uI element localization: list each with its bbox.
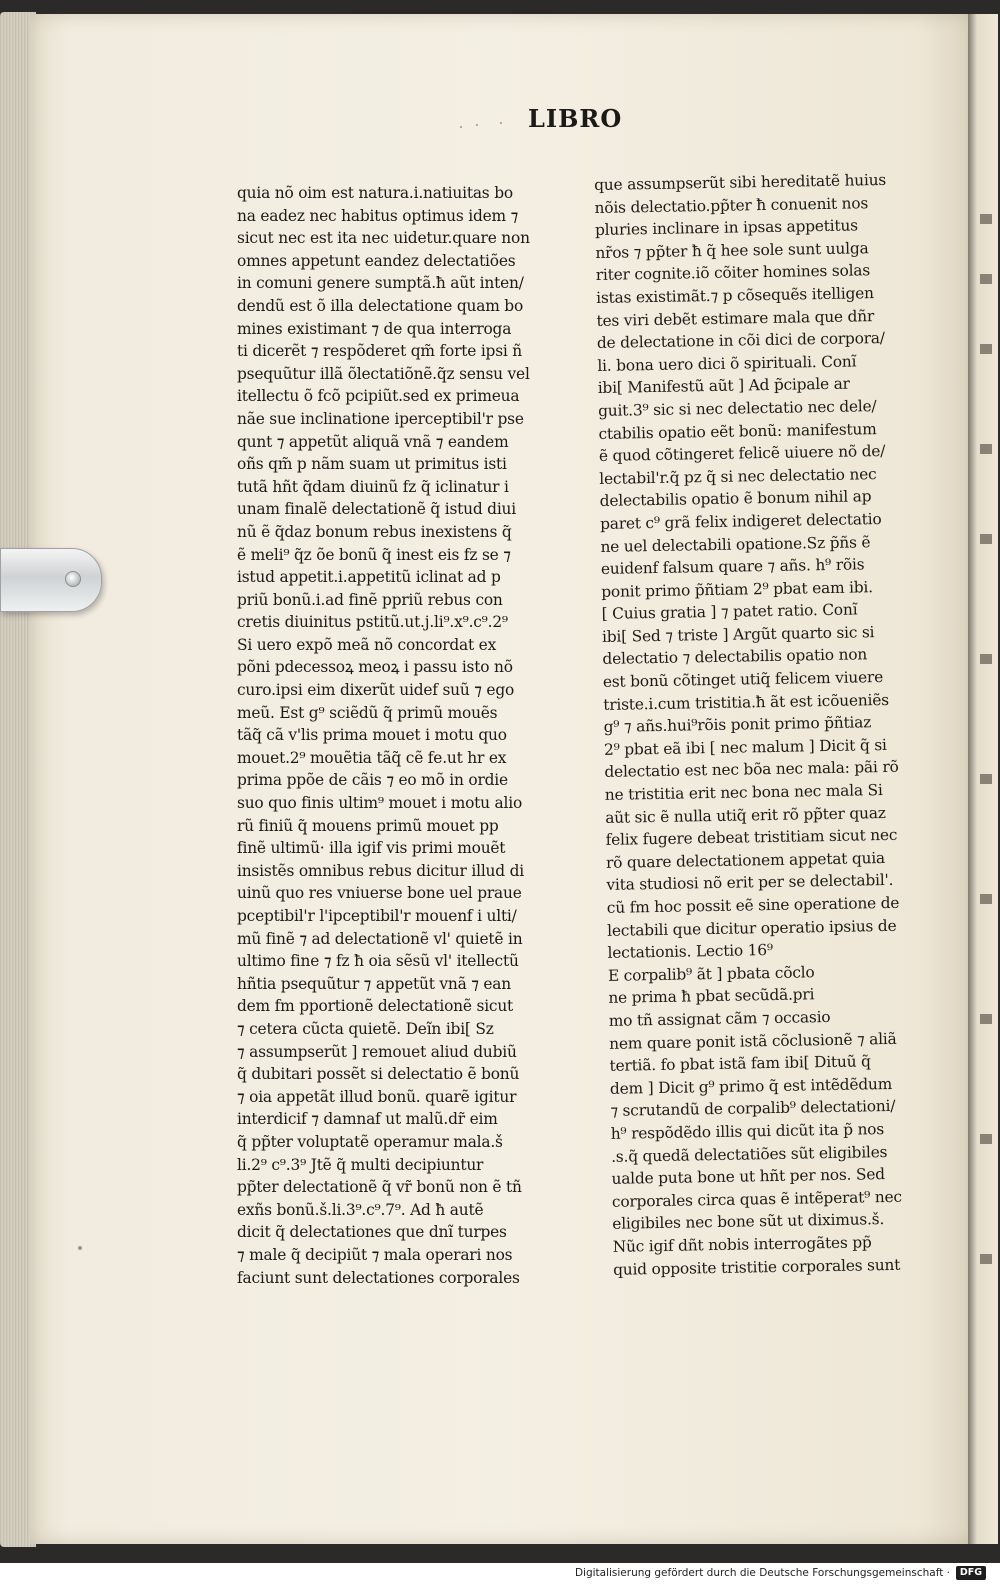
text-line: na eadez nec habitus optimus idem ⁊ bbox=[237, 206, 519, 225]
text-line: aũt sic ẽ nulla utiq̃ erit rõ pp̃ter quaz bbox=[605, 803, 886, 827]
text-line: triste.i.cum tristitia.ħ ãt est icõueniẽs bbox=[603, 690, 890, 714]
text-line: põni pdecessoꝝ meoꝝ i passu isto nõ bbox=[237, 658, 513, 677]
text-line: quid opposite tristitie corporales sunt bbox=[612, 1255, 901, 1279]
text-line: dem ] Dicit g⁹ primo q̃ est intẽdẽdum bbox=[609, 1074, 893, 1098]
text-line: est bonũ cõtinget utiq̃ felicem viuere bbox=[602, 668, 884, 691]
text-line: eligibiles nec bone sũt ut diximus.š. bbox=[612, 1210, 885, 1234]
text-line: oñs qm̃ p nãm suam ut primitus isti bbox=[237, 455, 507, 474]
text-line: pp̃ter delectationẽ q̃ vr̃ bonũ non ẽ tñ bbox=[237, 1178, 522, 1197]
text-line: rõ quare delectationem appetat quia bbox=[605, 848, 886, 872]
text-line: ctabilis opatio eẽt bonũ: manifestum bbox=[598, 419, 877, 443]
text-line: ti dicerẽt ⁊ respõderet qm̃ forte ipsi ñ bbox=[237, 342, 523, 361]
text-line: mines existimant ⁊ de qua interroga bbox=[237, 319, 512, 338]
text-line: nr̃os ⁊ pp̃ter ħ q̃ hee sole sunt uulga bbox=[595, 239, 869, 262]
right-text-column bbox=[594, 168, 931, 1280]
text-line: h⁹ respõdẽdo illis qui dicũt ita p̃ nos bbox=[610, 1120, 885, 1143]
paper-speck bbox=[460, 126, 462, 128]
text-line: psequũtur illã õlectatiõnẽ.q̃z sensu vel bbox=[237, 364, 530, 383]
text-line: felix fugere debeat tristitiam sicut nec bbox=[605, 826, 898, 850]
text-line: mouet.2⁹ mouẽtia tãq̃ cẽ fe.ut hr ex bbox=[237, 748, 507, 767]
text-line: .s.q̃ quedã delectatiões sũt eligibiles bbox=[610, 1142, 888, 1166]
text-line: Si uero expõ meã nõ concordat ex bbox=[237, 635, 497, 654]
text-line: suo quo finis ultim⁹ mouet i motu alio bbox=[237, 794, 523, 813]
text-line: riter cognite.iõ cõiter homines solas bbox=[595, 261, 871, 285]
text-line: delectatio est nec bõa nec mala: pãi rõ bbox=[604, 758, 899, 782]
text-line: tes viri debẽt estimare mala que dñr bbox=[596, 306, 875, 330]
text-line: pluries inclinare in ipsas appetitus bbox=[594, 216, 858, 240]
text-line: de delectatione in cõi dici de corpora/ bbox=[596, 329, 885, 353]
footer-credit: Digitalisierung gefördert durch die Deutsche Forschungsgemeinschaft · bbox=[574, 1567, 950, 1579]
text-line: finẽ ultimũ· illa igif vis primi mouẽt bbox=[237, 839, 506, 858]
text-line: qunt ⁊ appetũt aliquã vnã ⁊ eandem bbox=[237, 432, 509, 451]
text-line: sicut nec est ita nec uidetur.quare non bbox=[237, 229, 530, 248]
text-line: istas existimãt.⁊ p cõsequẽs itelligen bbox=[596, 284, 874, 307]
text-line: paret c⁹ grã felix indigeret delectatio bbox=[599, 509, 882, 533]
text-line: dicit q̃ delectationes que dnĩ turpes bbox=[237, 1223, 507, 1242]
text-line: rũ finiũ q̃ mouens primũ mouet pp bbox=[237, 816, 499, 835]
text-line: cũ fm hoc possit eẽ sine operatione de bbox=[606, 893, 900, 917]
text-line: ibi[ Sed ⁊ triste ] Argũt quarto sic si bbox=[601, 623, 875, 646]
text-line: ẽ quod cõtingeret felicẽ uiuere nõ de/ bbox=[598, 442, 886, 466]
text-line: ⁊ assumpserũt ] remouet aliud dubiũ bbox=[237, 1042, 517, 1061]
text-line: nem quare ponit istã cõclusionẽ ⁊ aliã bbox=[609, 1029, 897, 1053]
text-line: 2⁹ pbat eã ibi [ nec malum ] Dicit q̃ si bbox=[603, 735, 887, 759]
text-line: ẽ meli⁹ q̃z õe bonũ q̃ inest eis fz se ⁊ bbox=[237, 545, 511, 564]
text-line: ⁊ cetera cũcta quietẽ. Deĩn ibi[ Sz bbox=[237, 1019, 494, 1038]
text-line: interdicif ⁊ damnaf ut malũ.dr̃ eim bbox=[237, 1110, 498, 1129]
text-line: quia nõ oim est natura.i.natiuitas bo bbox=[237, 184, 513, 202]
text-line: nõis delectatio.pp̃ter ħ conuenit nos bbox=[594, 193, 869, 217]
text-line: pceptibil'r l'ipceptibil'r mouenf i ulti/ bbox=[237, 907, 517, 925]
text-line: tãq̃ cã v'lis prima mouet i motu quo bbox=[237, 726, 507, 745]
text-line: ponit primo p̃ñtiam 2⁹ pbat eam ibi. bbox=[601, 577, 874, 601]
text-line: delectatio ⁊ delectabilis opatio non bbox=[602, 645, 868, 669]
text-line: prima ppõe de cãis ⁊ eo mõ in ordie bbox=[237, 771, 508, 790]
text-line: vita studiosi nõ erit per se delectabil'. bbox=[606, 871, 894, 895]
text-line: ne uel delectabili opatione.Sz p̃ñs ẽ bbox=[600, 532, 871, 556]
text-line: [ Cuius gratia ] ⁊ patet ratio. Conĩ bbox=[601, 600, 858, 624]
text-line: mũ finẽ ⁊ ad delectationẽ vl' quietẽ in bbox=[237, 929, 523, 948]
text-line: uinũ quo res vniuerse bone uel praue bbox=[237, 884, 522, 903]
text-line: ultimo fine ⁊ fz ħ oia sẽsũ vl' itellectũ bbox=[237, 952, 519, 971]
text-line: istud appetit.i.appetitũ iclinat ad p bbox=[237, 568, 501, 587]
text-line: ⁊ male q̃ decipiũt ⁊ mala operari nos bbox=[237, 1245, 513, 1264]
text-line: lectabil'r.q̃ pz q̃ si nec delectatio nec bbox=[599, 464, 877, 488]
text-line: ⁊ scrutandũ de corpalib⁹ delectationi/ bbox=[610, 1097, 896, 1121]
text-line: ibi[ Manifestũ aũt ] Ad p̃cipale ar bbox=[597, 374, 850, 398]
text-line: ne tristitia erit nec bona nec mala Si bbox=[604, 781, 883, 804]
text-line: q̃ dubitari possẽt si delectatio ẽ bonũ bbox=[237, 1065, 520, 1084]
text-line: in comuni genere sumptã.ħ aũt inten/ bbox=[237, 274, 524, 293]
text-line: g⁹ ⁊ añs.hui⁹rõis ponit primo p̃ñtiaz bbox=[603, 713, 872, 737]
text-line: li.2⁹ c⁹.3⁹ Jtẽ q̃ multi decipiuntur bbox=[237, 1155, 484, 1174]
dfg-logo: DFG bbox=[956, 1566, 986, 1580]
text-line: dendũ est õ illa delectatione quam bo bbox=[237, 296, 524, 315]
text-line: guit.3⁹ sic si nec delectatio nec dele/ bbox=[597, 397, 877, 420]
text-line: ne prima ħ pbat secũdã.pri bbox=[608, 985, 815, 1008]
left-text-column bbox=[237, 182, 555, 1289]
adjacent-page-edge bbox=[968, 14, 998, 1544]
digitization-footer bbox=[0, 1563, 1000, 1584]
text-line: E corpalib⁹ ãt ] pbata cõclo bbox=[607, 963, 815, 985]
text-line: itellectu õ fcõ pcipiũt.sed ex primeua bbox=[237, 387, 520, 406]
text-line: delectabilis opatio ẽ bonum nihil ap bbox=[599, 487, 872, 511]
text-line: unam finalẽ delectationẽ q̃ istud diui bbox=[237, 500, 516, 519]
text-line: lectabili que dicitur operatio ipsius de bbox=[607, 916, 897, 940]
text-line: que assumpserũt sibi hereditatẽ huius bbox=[594, 170, 887, 194]
text-line: omnes appetunt eandez delectatiões bbox=[237, 251, 516, 270]
text-line: ualde puta bone ut hñt per nos. Sed bbox=[611, 1165, 886, 1188]
text-line: tutã hñt q̃dam diuinũ fz q̃ iclinatur i bbox=[237, 477, 509, 496]
clamp-rivet bbox=[65, 571, 81, 587]
text-line: Nũc igif dñt nobis interrogãtes pp̃ bbox=[612, 1233, 872, 1256]
text-line: exñs bonũ.š.li.3⁹.c⁹.7⁹. Ad ħ autẽ bbox=[237, 1200, 484, 1219]
text-line: cretis diuinitus pstitũ.ut.j.li⁹.x⁹.c⁹.2⁹ bbox=[237, 613, 508, 632]
text-line: insistẽs omnibus rebus dicitur illud di bbox=[237, 861, 524, 880]
text-line: dem fm pportionẽ delectationẽ sicut bbox=[237, 997, 514, 1016]
text-line: corporales circa quas ẽ intẽperat⁹ nec bbox=[611, 1187, 903, 1211]
text-line: nãe sue inclinatione iperceptibil'r pse bbox=[237, 409, 524, 428]
page-clamp bbox=[0, 548, 102, 612]
text-line: ⁊ oia appetãt illud bonũ. quarẽ igitur bbox=[237, 1087, 517, 1106]
text-line: q̃ pp̃ter voluptatẽ operamur mala.š bbox=[237, 1132, 503, 1151]
text-line: nũ ẽ q̃daz bonum rebus inexistens q̃ bbox=[237, 522, 512, 541]
running-head: LIBRO bbox=[528, 104, 623, 133]
text-line: faciunt sunt delectationes corporales bbox=[237, 1268, 520, 1287]
text-line: lectationis. Lectio 16⁹ bbox=[607, 941, 774, 963]
text-line: priũ bonũ.i.ad finẽ ppriũ rebus con bbox=[237, 590, 503, 609]
text-line: li. bona uero dici õ spirituali. Conĩ bbox=[597, 352, 857, 375]
paper-speck bbox=[476, 124, 478, 126]
text-line: meũ. Est g⁹ sciẽdũ q̃ primũ mouẽs bbox=[237, 703, 498, 722]
text-line: euidenf falsum quare ⁊ añs. h⁹ rõis bbox=[600, 555, 865, 579]
paper-speck bbox=[500, 122, 502, 124]
text-line: hñtia psequũtur ⁊ appetũt vnã ⁊ ean bbox=[237, 974, 511, 993]
text-line: curo.ipsi eim dixerũt uidef suũ ⁊ ego bbox=[237, 681, 515, 700]
paper-speck bbox=[78, 1246, 82, 1250]
text-line: tertiã. fo pbat istã fam ibi[ Dituũ q̃ bbox=[609, 1052, 871, 1076]
text-line: mo tñ assignat cãm ⁊ occasio bbox=[608, 1007, 831, 1030]
